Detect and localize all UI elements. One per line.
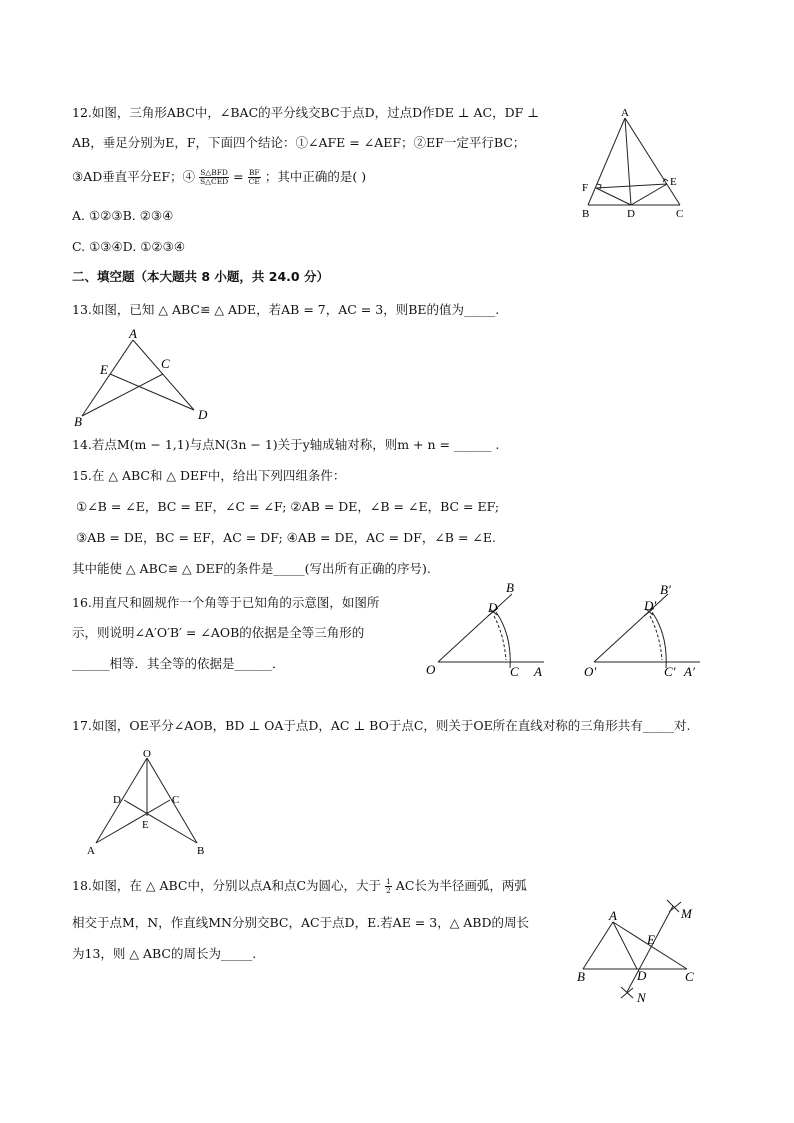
q16-label-a-prime: A′ — [684, 664, 695, 679]
q12-option-c: C. ①③④D. ①②③④ — [72, 239, 186, 254]
q18-line1-start: 18.如图，在 △ ABC中，分别以点A和点C为圆心，大于 — [72, 878, 382, 893]
q12-area-ratio-den: S△CED — [200, 177, 229, 186]
q18-figure — [575, 892, 705, 1007]
q12-label-c: C — [676, 208, 684, 220]
q12-side-ratio-den: CE — [248, 177, 260, 186]
q12-option-a: A. ①②③B. ②③④ — [72, 208, 174, 223]
q13-label-c: C — [161, 356, 170, 371]
q18-half-num: 1 — [386, 877, 391, 886]
q12-side-ratio — [248, 169, 261, 186]
q18-half-den: 2 — [386, 886, 391, 895]
q15-line3: ③AB = DE，BC = EF，AC = DF; ④AB = DE，AC = DF，∠B = ∠E. — [76, 530, 496, 545]
q17-text: 17.如图，OE平分∠AOB，BD ⊥ OA于点D，AC ⊥ BO于点C，则关于OE所在直线对称的三角形共有_____对. — [72, 718, 691, 733]
q16-label-d-prime: D′ — [644, 598, 657, 613]
q13-label-a: A — [129, 326, 137, 341]
q12-label-a: A — [621, 107, 629, 119]
q13-label-e: E — [100, 362, 108, 377]
q15-line2: ①∠B = ∠E，BC = EF，∠C = ∠F; ②AB = DE，∠B = ∠E，BC = EF; — [76, 499, 500, 514]
q12-line1: 12.如图，三角形ABC中，∠BAC的平分线交BC于点D，过点D作DE ⊥ AC，DF ⊥ — [72, 105, 540, 120]
q17-label-e: E — [142, 819, 149, 831]
q12-label-d: D — [627, 208, 635, 220]
q16-line3: ______相等．其全等的依据是______． — [72, 656, 285, 671]
q14-text: 14.若点M(m − 1,1)与点N(3n − 1)关于y轴成轴对称，则m + n = ______ . — [72, 437, 500, 452]
q12-label-b: B — [582, 208, 590, 220]
q12-equals: = — [233, 169, 244, 184]
q12-side-ratio-num: BF — [248, 168, 260, 177]
q16-label-c-prime: C′ — [664, 664, 676, 679]
q16-label-o: O — [426, 662, 436, 677]
q17-label-c: C — [172, 794, 180, 806]
q18-label-e: E — [647, 932, 655, 947]
q12-line3-start: ③AD垂直平分EF；④ — [72, 169, 196, 184]
q18-label-a: A — [609, 908, 617, 923]
q13-label-d: D — [198, 407, 208, 422]
q12-figure — [575, 105, 695, 225]
q13-text: 13.如图，已知 △ ABC≌ △ ADE，若AB = 7，AC = 3，则BE的值为_____. — [72, 302, 500, 317]
q18-label-d: D — [637, 968, 647, 983]
q16-label-c: C — [510, 664, 519, 679]
q16-label-a: A — [534, 664, 542, 679]
q18-label-m: M — [681, 906, 692, 921]
q18-label-n: N — [637, 990, 646, 1005]
q15-line1: 15.在 △ ABC和 △ DEF中，给出下列四组条件： — [72, 468, 346, 483]
q16-label-d: D — [488, 600, 498, 615]
q16-label-o-prime: O′ — [584, 664, 597, 679]
q12-line3-end: ；其中正确的是( ) — [264, 169, 367, 184]
section-heading: 二、填空题（本大题共 8 小题，共 24.0 分） — [72, 269, 329, 284]
q17-figure — [84, 748, 214, 858]
q16-label-b-prime: B′ — [660, 582, 671, 597]
q16-label-b: B — [506, 580, 514, 595]
q16-figure — [422, 580, 722, 680]
q12-label-f: F — [582, 182, 589, 194]
q12-label-e: E — [670, 176, 677, 188]
q12-line3 — [72, 168, 366, 186]
q15-line4: 其中能使 △ ABC≌ △ DEF的条件是_____(写出所有正确的序号). — [72, 561, 431, 576]
q18-label-b: B — [577, 969, 585, 984]
q17-label-b: B — [197, 845, 205, 857]
q18-line3: 为13，则 △ ABC的周长为_____. — [72, 946, 257, 961]
q12-line2: AB，垂足分别为E，F，下面四个结论：①∠AFE = ∠AEF；②EF一定平行BC； — [72, 135, 526, 150]
q18-line1 — [72, 877, 527, 895]
q13-label-b: B — [74, 414, 82, 429]
q17-label-a: A — [87, 845, 95, 857]
q18-line1-end: AC长为半径画弧，两弧 — [395, 878, 527, 893]
q18-label-c: C — [685, 969, 694, 984]
q13-figure — [72, 322, 222, 432]
q18-line2: 相交于点M，N，作直线MN分别交BC，AC于点D，E.若AE = 3，△ ABD的周长 — [72, 915, 530, 930]
q12-area-ratio-num: S△BFD — [200, 168, 228, 177]
q16-line1: 16.用直尺和圆规作一个角等于已知角的示意图，如图所 — [72, 595, 380, 610]
q17-label-o: O — [143, 748, 151, 760]
q12-area-ratio — [199, 169, 229, 186]
q16-line2: 示，则说明∠A′O′B′ = ∠AOB的依据是全等三角形的 — [72, 625, 365, 640]
q18-half — [385, 878, 392, 895]
q17-label-d: D — [113, 794, 121, 806]
